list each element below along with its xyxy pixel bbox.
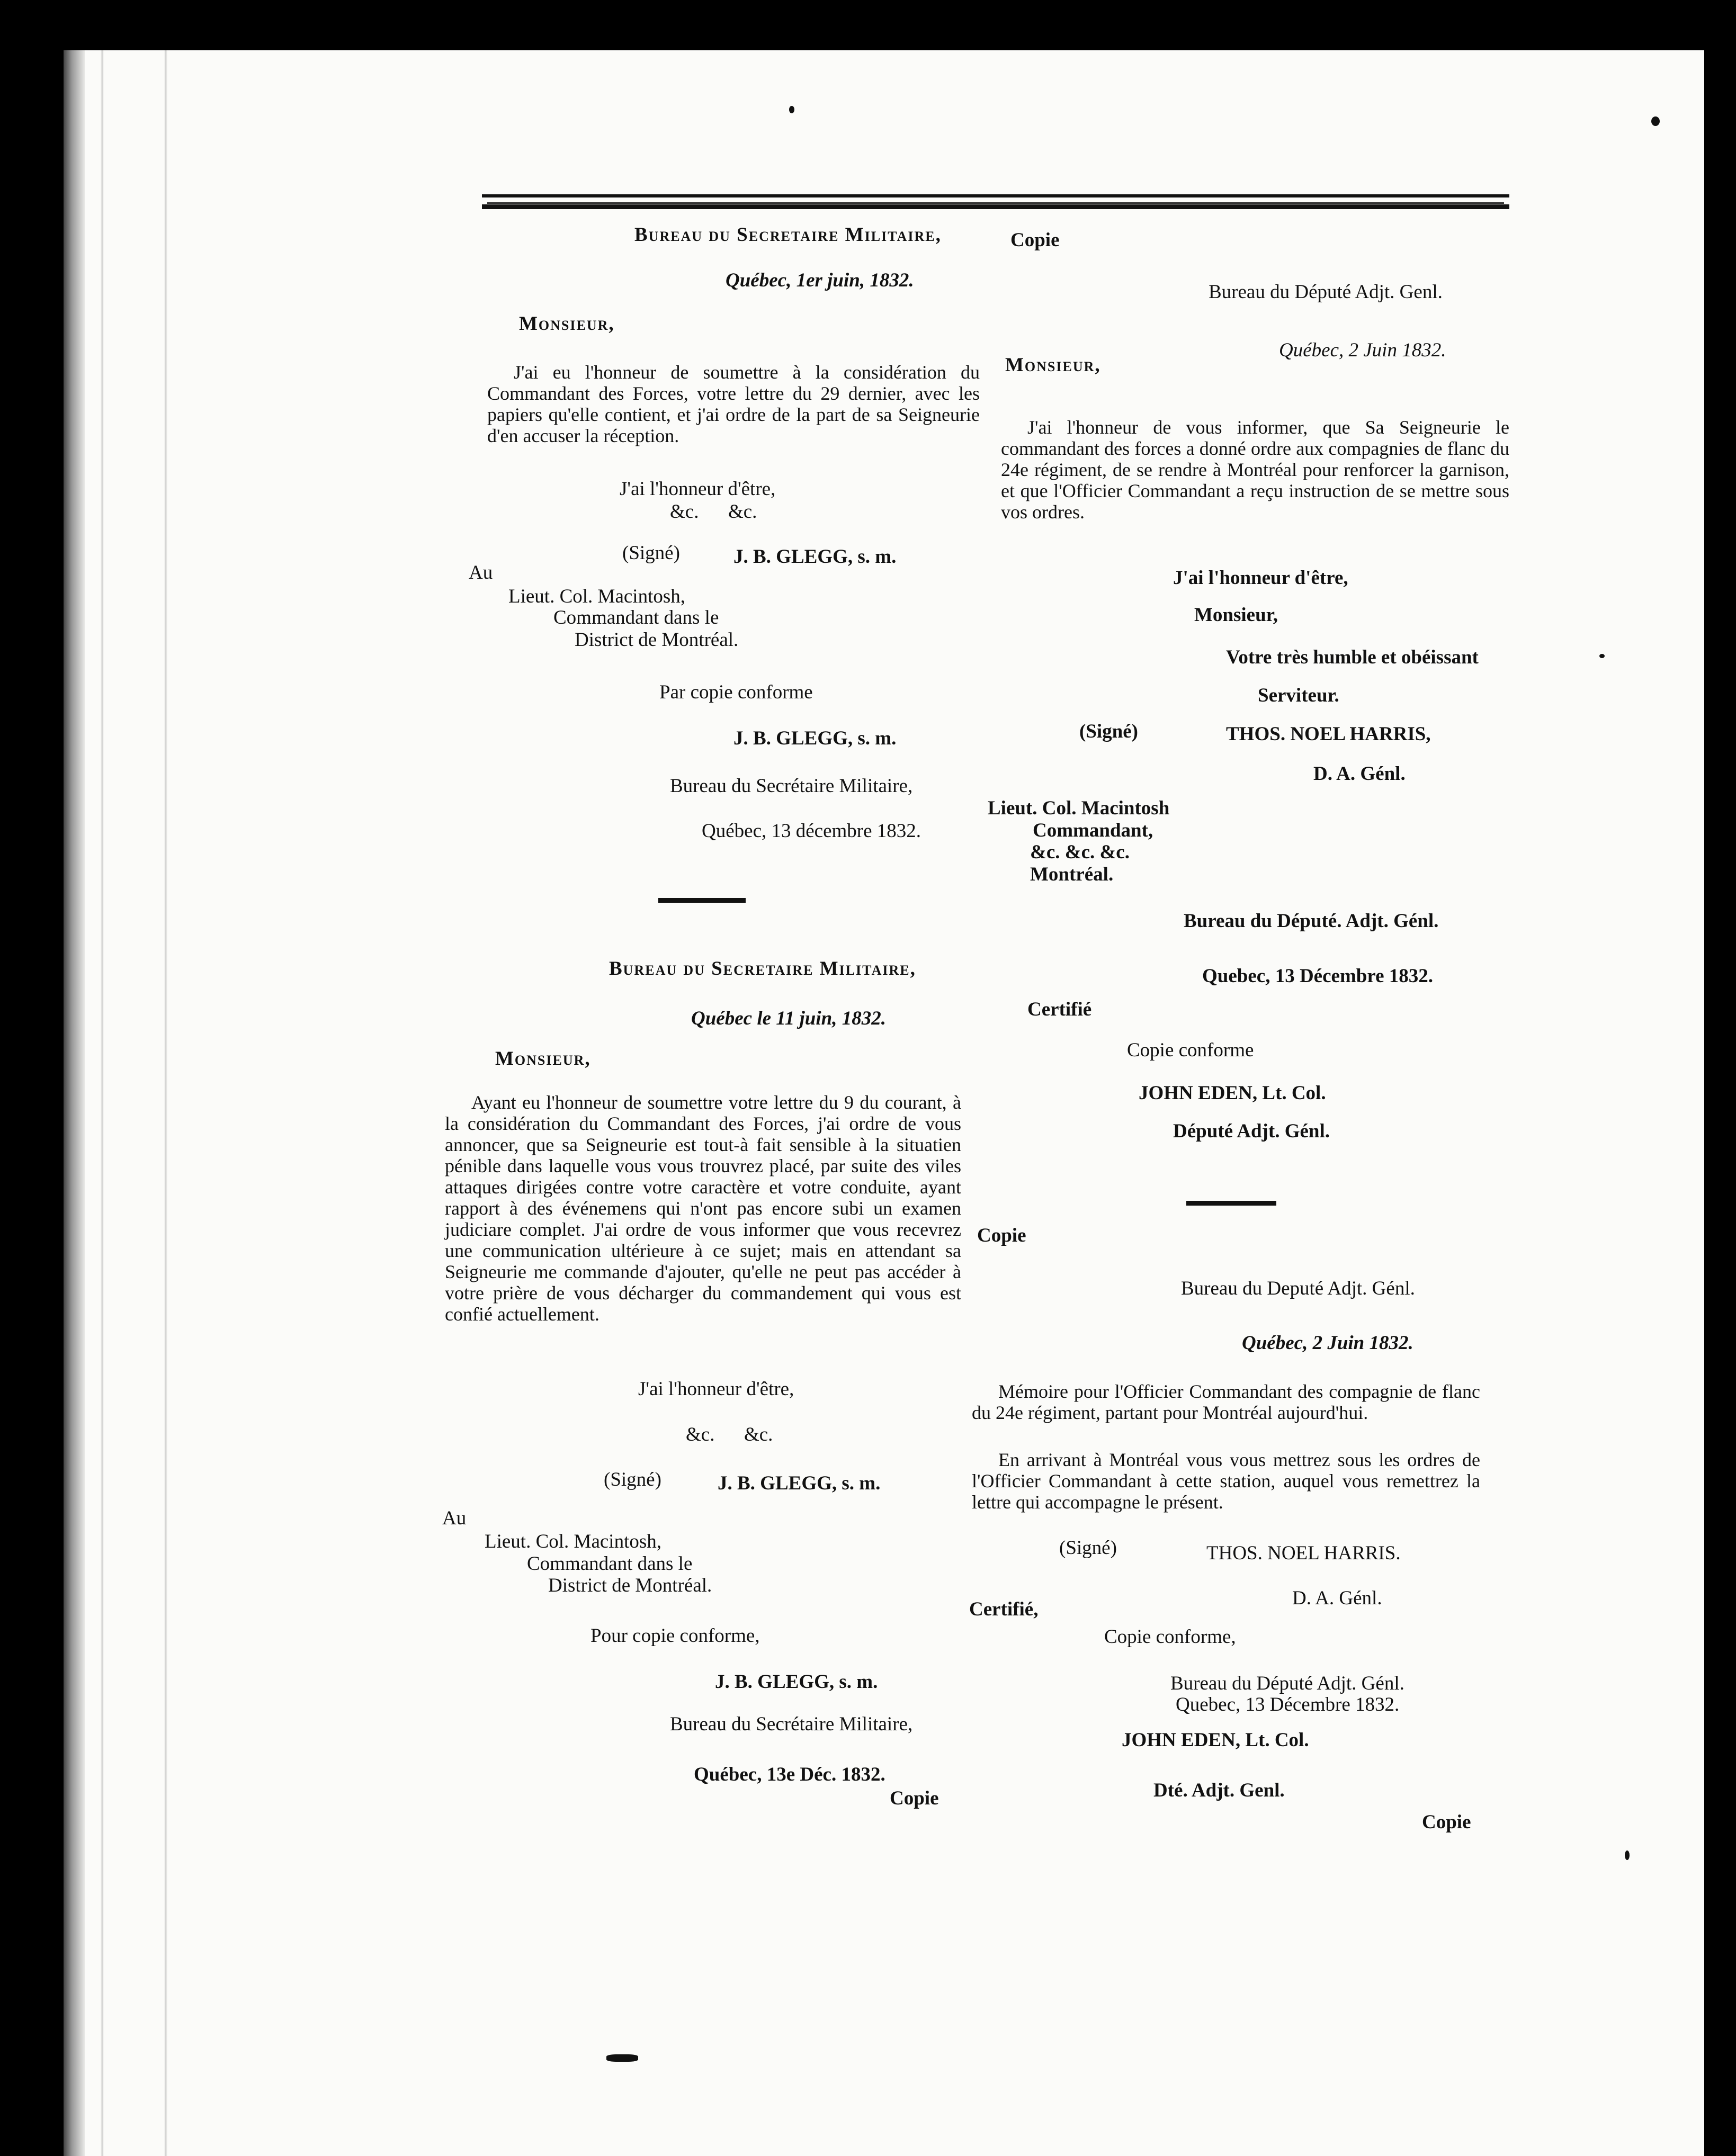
letter1-date: Québec, 1er juin, 1832.	[726, 270, 914, 291]
letter4-signed-label: (Signé)	[1059, 1537, 1117, 1559]
letter1-addressee-2: Commandant dans le	[553, 607, 719, 628]
letter2-etc: &c. &c.	[686, 1424, 773, 1445]
letter3-closing-1: J'ai l'honneur d'être,	[1173, 567, 1348, 589]
letter2-addressee-2: Commandant dans le	[527, 1553, 693, 1575]
letter3-certified: Copie conforme	[1127, 1039, 1254, 1061]
letter4-body-2: En arrivant à Montréal vous vous mettrez sous les ordres de l'Officier Commandant à cette station, auquel vous remettrez la lettre qui accompagne le présent.	[972, 1449, 1480, 1513]
letter3-certifie: Certifié	[1027, 999, 1092, 1020]
letter3-office-2: Bureau du Député. Adjt. Génl.	[1184, 910, 1439, 932]
letter1-etc: &c. &c.	[670, 501, 757, 523]
letter4-office-2: Bureau du Député Adjt. Génl.	[1170, 1673, 1404, 1694]
letter1-au: Au	[469, 562, 493, 583]
letter2-office: Bureau du Secretaire Militaire,	[609, 958, 916, 980]
letter2-certified: Pour copie conforme,	[590, 1625, 760, 1647]
letter2-cert-office: Bureau du Secrétaire Militaire,	[670, 1713, 913, 1735]
letter1-addressee-1: Lieut. Col. Macintosh,	[508, 586, 685, 607]
letter3-signer: THOS. NOEL HARRIS,	[1226, 723, 1431, 745]
letter4-date-2: Quebec, 13 Décembre 1832.	[1176, 1694, 1400, 1715]
letter1-office: Bureau du Secretaire Militaire,	[634, 224, 942, 246]
letter3-addressee-1: Lieut. Col. Macintosh	[988, 797, 1170, 819]
letter1-certified: Par copie conforme	[659, 681, 813, 703]
letter4-office: Bureau du Deputé Adjt. Génl.	[1181, 1278, 1415, 1299]
letter3-certifier: JOHN EDEN, Lt. Col.	[1139, 1082, 1326, 1104]
letter4-signer: THOS. NOEL HARRIS.	[1206, 1542, 1401, 1564]
scan-speck	[789, 106, 794, 113]
letter3-signed-label: (Signé)	[1079, 721, 1138, 742]
letter1-addressee-3: District de Montréal.	[575, 629, 739, 651]
scan-speck	[1599, 654, 1605, 658]
letter3-copie: Copie	[1010, 229, 1060, 251]
scan-speck	[606, 2054, 638, 2062]
letter1-certifier: J. B. GLEGG, s. m.	[733, 727, 897, 749]
letter3-addressee-4: Montréal.	[1030, 864, 1114, 885]
letter3-certifier-title: Député Adjt. Génl.	[1173, 1120, 1330, 1142]
letter2-closing: J'ai l'honneur d'être,	[638, 1378, 794, 1400]
letter4-body-1: Mémoire pour l'Officier Commandant des compagnie de flanc du 24e régiment, partant pour Montréal aujourd'hui.	[972, 1381, 1480, 1423]
letter2-date: Québec le 11 juin, 1832.	[691, 1008, 886, 1029]
letter4-signer-title: D. A. Génl.	[1292, 1587, 1382, 1609]
letter2-signed-label: (Signé)	[604, 1469, 661, 1490]
header-double-rule	[482, 194, 1509, 209]
letter4-certifier-title: Dté. Adjt. Genl.	[1153, 1780, 1285, 1801]
letter1-body: J'ai eu l'honneur de soumettre à la considération du Commandant des Forces, votre lettre du 29 dernier, avec les papiers qu'elle contient, et j'ai ordre de la part de sa Seigneurie d'en accuser la réception.	[487, 362, 980, 446]
scan-speck	[1651, 116, 1660, 126]
letter3-signer-title: D. A. Génl.	[1313, 763, 1406, 785]
letter1-signed-label: (Signé)	[622, 542, 680, 564]
letter2-catchword: Copie	[890, 1787, 939, 1809]
header-rule-inner	[487, 202, 1504, 204]
letter1-closing: J'ai l'honneur d'être,	[620, 478, 776, 500]
letter3-office: Bureau du Député Adjt. Genl.	[1209, 281, 1443, 303]
letter4-certifie: Certifié,	[969, 1598, 1039, 1620]
page-left-edge	[64, 50, 85, 2156]
paper-fold	[101, 50, 104, 2156]
letter2-certifier: J. B. GLEGG, s. m.	[715, 1671, 878, 1693]
letter2-body: Ayant eu l'honneur de soumettre votre lettre du 9 du courant, à la considération du Commandant des Forces, j'ai ordre de vous annoncer, que sa Seigneurie est tout-à fait sensible à la situatien pénible dans laquelle vous vous trouvrez placé, par suite des viles attaques dirigées contre votre caractère et votre conduite, ayant rapport à des événemens qui n'ont pas encore subi un examen judiciare complet. J'ai ordre de vous informer que vous recevrez une communication ultérieure à ce sujet; mais en attendant sa Seigneurie me commande d'ajouter, qu'elle ne peut pas accéder à votre prière de vous décharger du commandement qui vous est confié actuellement.	[445, 1092, 961, 1325]
letter2-salutation: Monsieur,	[495, 1048, 591, 1070]
letter4-certifier: JOHN EDEN, Lt. Col.	[1122, 1729, 1309, 1751]
letter3-body: J'ai l'honneur de vous informer, que Sa Seigneurie le commandant des forces a donné ordre aux compagnies de flanc du 24e régiment, de se rendre à Montréal pour renforcer la garnison, et que l'Officier Commandant a reçu instruction de se mettre sous vos ordres.	[1001, 417, 1509, 523]
letter3-date: Québec, 2 Juin 1832.	[1279, 339, 1446, 361]
letter3-closing-3: Votre très humble et obéissant	[1226, 646, 1479, 668]
letter1-cert-date: Québec, 13 décembre 1832.	[702, 820, 921, 842]
letter3-salutation: Monsieur,	[1005, 354, 1101, 376]
letter2-addressee-3: District de Montréal.	[548, 1575, 712, 1596]
letter1-cert-office: Bureau du Secrétaire Militaire,	[670, 775, 913, 797]
letter3-closing-4: Serviteur.	[1258, 685, 1339, 706]
letter1-signer: J. B. GLEGG, s. m.	[733, 546, 897, 568]
letter-divider	[1186, 1201, 1276, 1206]
letter3-closing-2: Monsieur,	[1194, 604, 1278, 626]
letter2-au: Au	[442, 1507, 467, 1529]
letter1-salutation: Monsieur,	[519, 313, 615, 335]
scan-speck	[1625, 1850, 1630, 1860]
letter3-addressee-3: &c. &c. &c.	[1030, 841, 1130, 863]
letter3-addressee-2: Commandant,	[1033, 820, 1153, 841]
letter-divider	[658, 898, 746, 903]
letter2-cert-date: Québec, 13e Déc. 1832.	[694, 1764, 885, 1785]
letter4-copie: Copie	[977, 1225, 1026, 1246]
letter2-signer: J. B. GLEGG, s. m.	[718, 1472, 881, 1494]
letter2-addressee-1: Lieut. Col. Macintosh,	[485, 1531, 661, 1552]
letter4-catchword: Copie	[1422, 1811, 1471, 1833]
paper-fold	[164, 50, 167, 2156]
letter4-date: Québec, 2 Juin 1832.	[1242, 1332, 1413, 1354]
letter4-certified: Copie conforme,	[1104, 1626, 1236, 1648]
letter3-date-2: Quebec, 13 Décembre 1832.	[1202, 965, 1434, 987]
